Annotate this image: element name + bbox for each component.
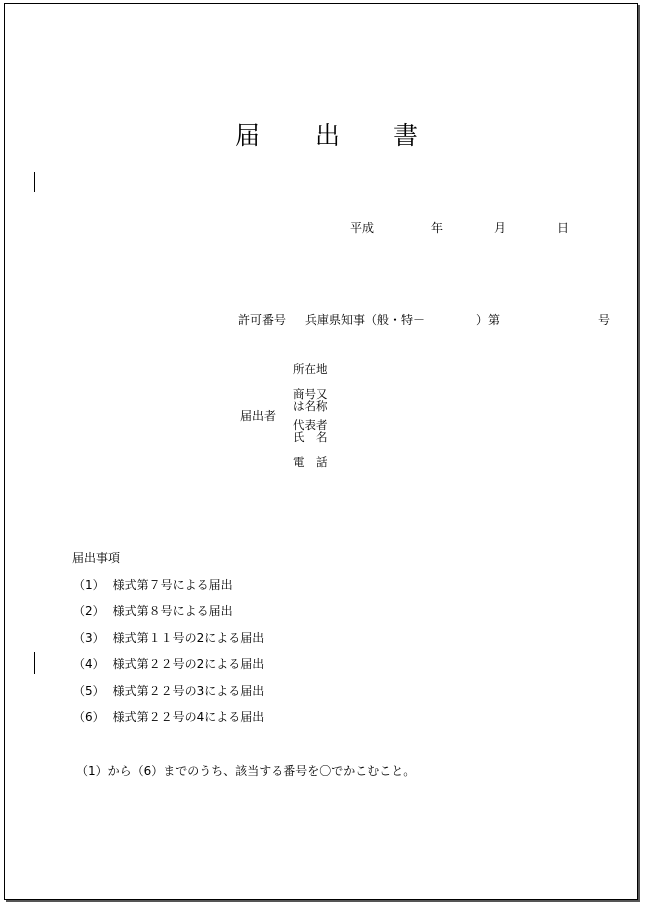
permit-number-prefix: ）第 [476,313,501,327]
rep-line2: 氏 名 [293,430,328,444]
permit-number-suffix: 号 [598,313,611,327]
item-text: 様式第２２号の4による届出 [112,710,265,724]
item-number: （4） [73,657,105,671]
date-year: 年 [431,221,444,235]
item-number: （5） [73,684,105,698]
item-text: 様式第１１号の2による届出 [112,631,265,645]
item-number: （2） [73,604,105,618]
list-item [73,631,264,645]
item-number: （6） [73,710,105,724]
permit-authority: 兵庫県知事（般・特－ [305,313,426,327]
date-era: 平成 [350,221,375,235]
list-item [73,684,264,698]
date-month: 月 [494,221,507,235]
document-page [4,3,638,900]
list-item [73,578,233,592]
applicant-representative [293,419,328,443]
instruction-note: （1）から（6）までのうち、該当する番号を〇でかこむこと。 [76,764,416,778]
items-heading: 届出事項 [72,551,121,565]
trade-name-line1: 商号又 [293,387,328,401]
item-number: （3） [73,631,105,645]
applicant-phone: 電 話 [293,455,328,469]
trade-name-line2: は名称 [293,399,328,413]
item-number: （1） [73,578,105,592]
item-text: 様式第２２号の2による届出 [112,657,265,671]
item-text: 様式第８号による届出 [112,604,233,618]
applicant-trade-name [293,388,328,412]
item-text: 様式第７号による届出 [112,578,233,592]
list-item [73,710,264,724]
date-day: 日 [557,221,570,235]
list-item [73,604,233,618]
applicant-address: 所在地 [293,362,328,376]
title-char-1: 届 [235,121,261,150]
rep-line1: 代表者 [293,418,328,432]
list-item [73,657,264,671]
title-char-2: 出 [315,121,341,150]
applicant-label: 届出者 [240,409,277,423]
text-cursor [34,172,35,192]
title-char-3: 書 [393,121,419,150]
item-text: 様式第２２号の3による届出 [112,684,265,698]
permit-label: 許可番号 [238,313,287,327]
text-cursor-2 [34,652,35,674]
